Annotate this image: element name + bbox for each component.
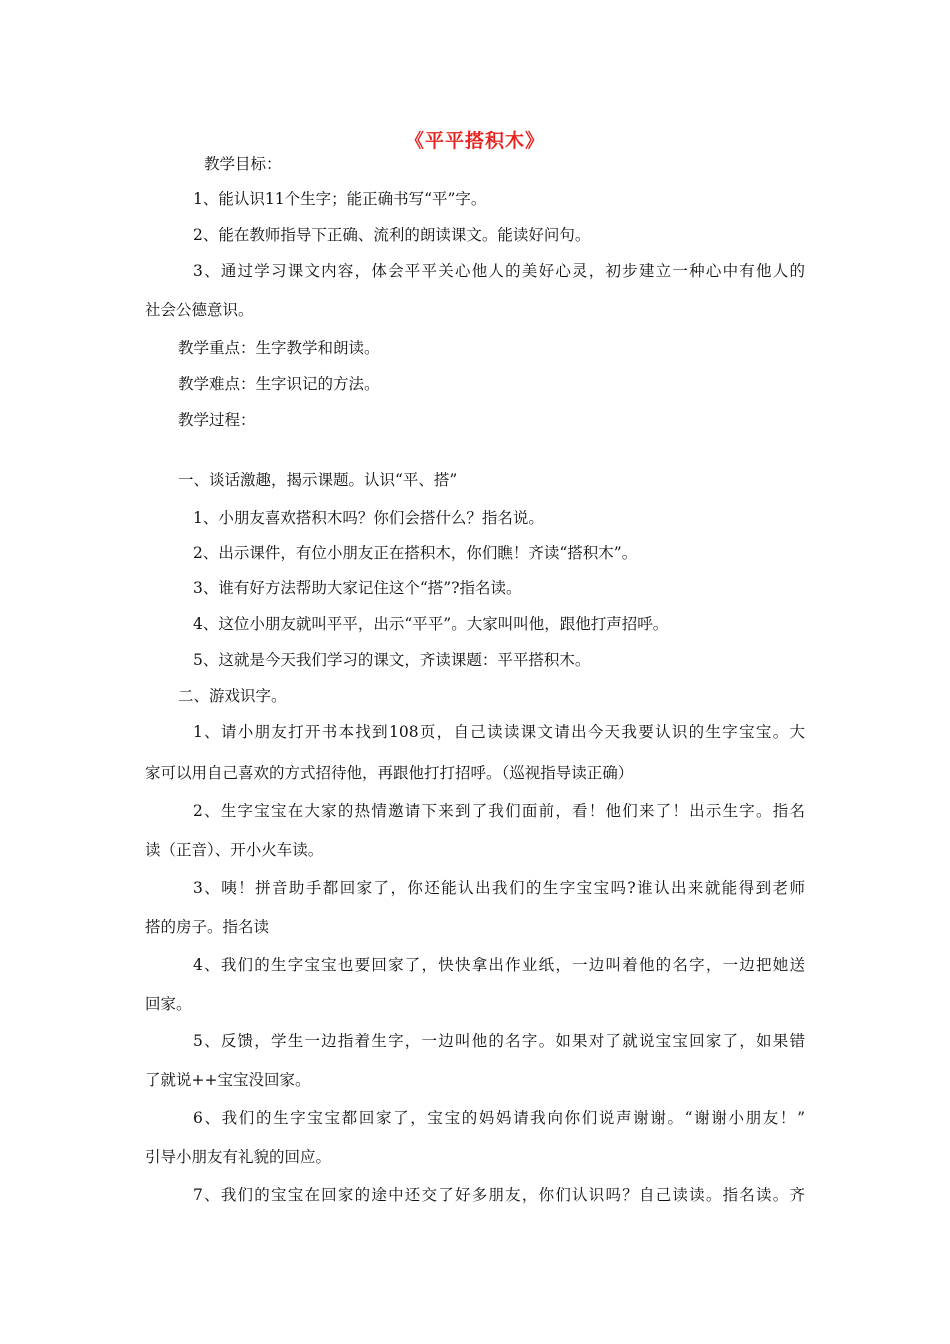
paragraph-continuation: 读（正音）、开小火车读。: [145, 841, 324, 859]
paragraph: 5、这就是今天我们学习的课文，齐读课题：平平搭积木。: [193, 651, 591, 669]
section-heading-part-one: 一、谈话激趣，揭示课题。认识“平、搭”: [178, 471, 458, 489]
section-heading-difficulties: 教学难点：生字识记的方法。: [178, 375, 380, 393]
paragraph: 2、能在教师指导下正确、流利的朗读课文。能读好问句。: [193, 226, 591, 244]
paragraph: 1、能认识11个生字；能正确书写“平”字。: [193, 190, 487, 208]
section-heading-part-two: 二、游戏识字。: [178, 687, 287, 705]
paragraph: 3、咦！拼音助手都回家了，你还能认出我们的生字宝宝吗?谁认出来就能得到老师: [193, 879, 805, 897]
paragraph: 1、请小朋友打开书本找到108页，自己读读课文请出今天我要认识的生字宝宝。大: [193, 723, 805, 741]
paragraph: 1、小朋友喜欢搭积木吗？你们会搭什么？指名说。: [193, 509, 544, 527]
paragraph: 4、我们的生字宝宝也要回家了，快快拿出作业纸，一边叫着他的名字，一边把她送: [193, 956, 805, 974]
paragraph: 3、谁有好方法帮助大家记住这个“搭”?指名读。: [193, 579, 522, 597]
paragraph: 2、出示课件，有位小朋友正在搭积木，你们瞧！齐读“搭积木”。: [193, 544, 638, 562]
paragraph: 2、生字宝宝在大家的热情邀请下来到了我们面前，看！他们来了！出示生字。指名: [193, 802, 805, 820]
paragraph: 7、我们的宝宝在回家的途中还交了好多朋友，你们认识吗？自己读读。指名读。齐: [193, 1186, 805, 1204]
paragraph-continuation: 搭的房子。指名读: [145, 918, 270, 936]
paragraph-continuation: 引导小朋友有礼貌的回应。: [145, 1148, 332, 1166]
paragraph: 5、反馈，学生一边指着生字，一边叫他的名字。如果对了就说宝宝回家了，如果错: [193, 1032, 805, 1050]
paragraph: 4、这位小朋友就叫平平，出示“平平”。大家叫叫他，跟他打声招呼。: [193, 615, 669, 633]
paragraph-continuation: 了就说++宝宝没回家。: [145, 1071, 311, 1089]
section-heading-key-points: 教学重点：生字教学和朗读。: [178, 339, 380, 357]
document-title: 《平平搭积木》: [404, 130, 545, 152]
paragraph: 3、通过学习课文内容，体会平平关心他人的美好心灵，初步建立一种心中有他人的: [193, 262, 805, 280]
paragraph: 6、我们的生字宝宝都回家了，宝宝的妈妈请我向你们说声谢谢。“谢谢小朋友！”: [193, 1109, 805, 1127]
paragraph-continuation: 社会公德意识。: [145, 301, 254, 319]
paragraph-continuation: 家可以用自己喜欢的方式招待他，再跟他打打招呼。（巡视指导读正确）: [145, 764, 634, 782]
paragraph-continuation: 回家。: [145, 995, 192, 1013]
section-heading-objectives: 教学目标：: [204, 155, 282, 173]
section-heading-process: 教学过程：: [178, 411, 256, 429]
